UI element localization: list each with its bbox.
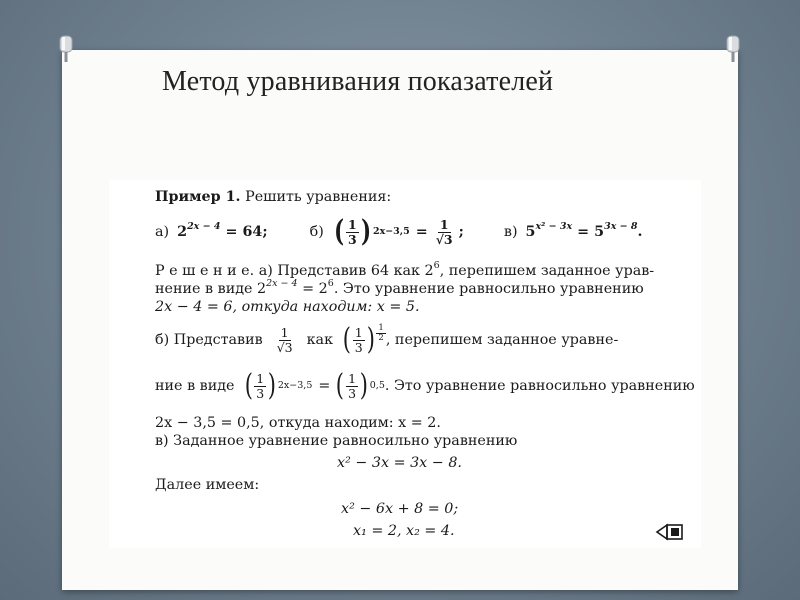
item-c-label: в): [503, 223, 518, 240]
equations-row: [155, 214, 643, 250]
solution-a-line3: 2x − 4 = 6, откуда находим: x = 5.: [155, 299, 420, 315]
equation-b: ( $\frac{1}{3}$ ) 2x−3,5 = $\frac{1}{√3}$ ;: [333, 214, 464, 249]
example-heading: [155, 190, 391, 204]
solution-c-further: Далее имеем:: [155, 477, 260, 493]
solution-a-line1: Р е ш е н и е. а) Представив 64 как $2^6$, перепишем заданное урав-: [155, 260, 655, 279]
item-a-label: а): [155, 223, 170, 240]
solution-c-line1: в) Заданное уравнение равносильно уравнению: [155, 433, 518, 449]
solution-c-equation1: x² − 3x = 3x − 8.: [337, 455, 462, 471]
solution-c-equation2: x² − 6x + 8 = 0;: [341, 501, 459, 517]
textbook-scan: [109, 180, 701, 548]
solution-b-line2: ние в виде ( $\frac{1}{3}$ ) 2x−3,5 = ( $\frac{1}{3}$ ) 0,5 . Это уравнение равносильно уравнению: [155, 368, 695, 403]
solution-b-line3: 2x − 3,5 = 0,5, откуда находим: x = 2.: [155, 415, 441, 431]
pushpin-icon: [722, 34, 744, 64]
example-task: Решить уравнения:: [245, 189, 392, 205]
slide-title: Метод уравнивания показателей: [162, 66, 554, 97]
equation-c: $5^{x^2 - 3x} = 5^{3x - 8}$.: [525, 220, 643, 240]
solution-b-line1: б) Представив $\frac{1}{√3}$ как ( $\frac{1}{3}$ ) $\frac{1}{2}$ , перепишем заданное уравне-: [155, 322, 619, 357]
end-of-solution-icon: [655, 522, 685, 542]
example-label: Пример 1.: [155, 189, 241, 205]
solution-c-roots: x₁ = 2, x₂ = 4.: [353, 523, 455, 539]
pushpin-icon: [55, 34, 77, 64]
item-b-label: б): [309, 223, 324, 240]
solution-a-line2: нение в виде $2^{2x - 4} = 2^6$. Это уравнение равносильно уравнению: [155, 278, 644, 297]
equation-a: $2^{2x - 4} = 64$;: [177, 220, 268, 240]
